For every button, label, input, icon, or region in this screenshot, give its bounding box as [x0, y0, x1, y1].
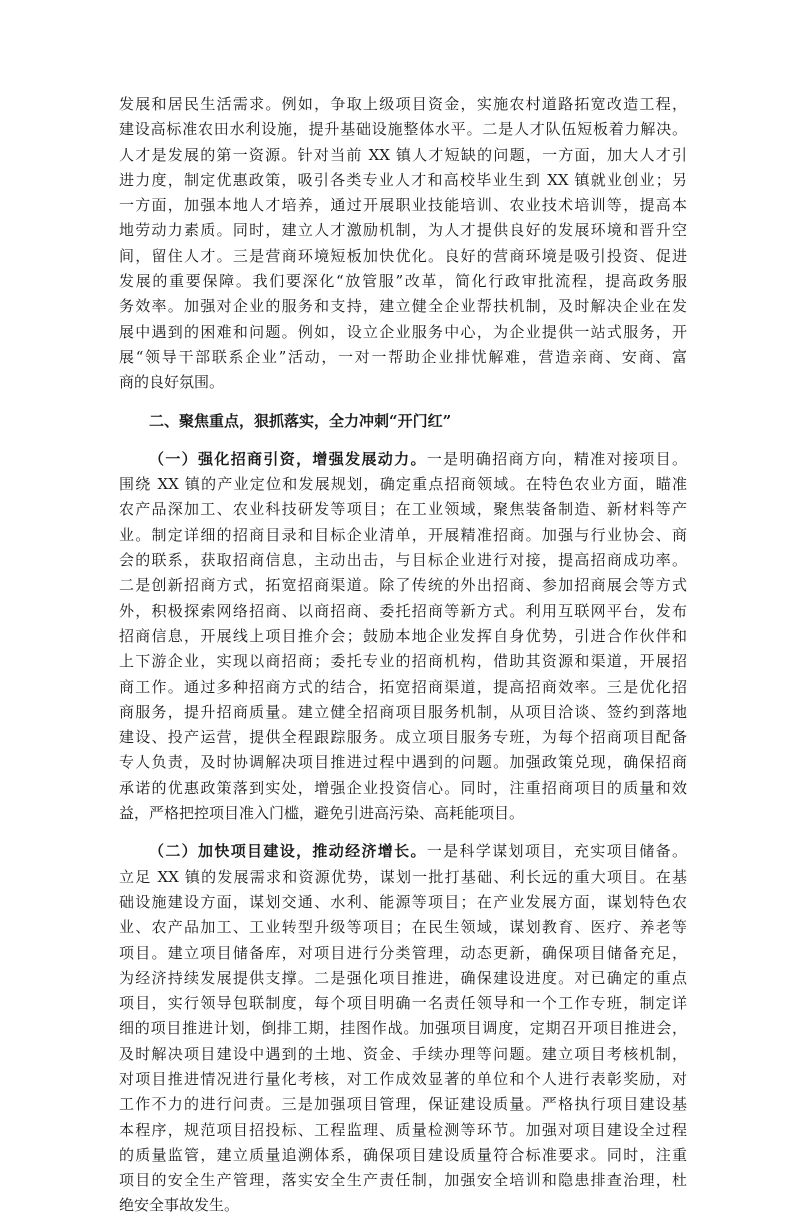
text-line: 商的良好氛围。	[119, 373, 225, 392]
text-line: 商服务，提升招商质量。建立健全招商项目服务机制，从项目洽谈、签约到落地	[119, 702, 687, 721]
text-line: 招商信息，开展线上项目推介会；鼓励本地企业发挥自身优势，引进合作伙伴和	[119, 626, 687, 645]
text-line: 建设、投产运营，提供全程跟踪服务。成立项目服务专班，为每个招商项目配备	[119, 728, 687, 747]
text-line: 务效率。加强对企业的服务和支持，建立健全企业帮扶机制，及时解决企业在发	[119, 297, 687, 316]
text-line: 一方面，加强本地人才培养，通过开展职业技能培训、农业技术培训等，提高本	[119, 196, 687, 215]
text-line: 立足 XX 镇的发展需求和资源优势，谋划一批打基础、利长远的重大项目。在基	[119, 867, 687, 886]
text-line: 进力度，制定优惠政策，吸引各类专业人才和高校毕业生到 XX 镇就业创业；另	[119, 170, 687, 189]
text-line: 及时解决项目建设中遇到的土地、资金、手续办理等问题。建立项目考核机制，	[119, 1044, 687, 1063]
text-line: 间，留住人才。三是营商环境短板加快优化。良好的营商环境是吸引投资、促进	[119, 246, 687, 265]
text-line: 发展的重要保障。我们要深化“放管服”改革，简化行政审批流程，提高政务服	[119, 272, 687, 291]
text-line: 的质量监管，建立质量追溯体系，确保项目建设质量符合标准要求。同时，注重	[119, 1145, 687, 1164]
text-line: 展中遇到的困难和问题。例如，设立企业服务中心，为企业提供一站式服务，开	[119, 322, 687, 341]
text-line: 益，严格把控项目准入门槛，避免引进高污染、高耗能项目。	[119, 804, 525, 823]
text-line: 地劳动力素质。同时，建立人才激励机制，为人才提供良好的发展环境和晋升空	[119, 221, 687, 240]
text-line: 业。制定详细的招商目录和目标企业清单，开展精准招商。加强与行业协会、商	[119, 525, 687, 544]
text-line: 商工作。通过多种招商方式的结合，拓宽招商渠道，提高招商效率。三是优化招	[119, 677, 687, 696]
text-line: 工作不力的进行问责。三是加强项目管理，保证建设质量。严格执行项目建设基	[119, 1095, 687, 1114]
text-line: 承诺的优惠政策落到实处，增强企业投资信心。同时，注重招商项目的质量和效	[119, 778, 687, 797]
document-page	[119, 92, 687, 1219]
text-line: 会的联系，获取招商信息，主动出击，与目标企业进行对接，提高招商成功率。	[119, 551, 687, 570]
text-line: 专人负责，及时协调解决项目推进过程中遇到的问题。加强政策兑现，确保招商	[119, 753, 687, 772]
paragraph-2	[119, 447, 687, 826]
text-span: 一是明确招商方向，精准对接项目。	[426, 449, 687, 468]
text-line: 本程序，规范项目招投标、工程监理、质量检测等环节。加强对项目建设全过程	[119, 1120, 687, 1139]
section-heading: 二、聚焦重点，狠抓落实，全力冲刺“开门红”	[149, 411, 452, 430]
text-line: 人才是发展的第一资源。针对当前 XX 镇人才短缺的问题，一方面，加大人才引	[119, 145, 687, 164]
paragraph-first-line	[119, 447, 687, 472]
text-line: 为经济持续发展提供支撑。二是强化项目推进，确保建设进度。对已确定的重点	[119, 968, 687, 987]
text-line: 外，积极探索网络招商、以商招商、委托招商等新方式。利用互联网平台，发布	[119, 601, 687, 620]
paragraph-first-line	[119, 839, 687, 864]
text-line: 上下游企业，实现以商招商；委托专业的招商机构，借助其资源和渠道，开展招	[119, 652, 687, 671]
text-line: 对项目推进情况进行量化考核，对工作成效显著的单位和个人进行表彰奖励，对	[119, 1069, 687, 1088]
text-line: 业、农产品加工、工业转型升级等项目；在民生领域，谋划教育、医疗、养老等	[119, 918, 687, 937]
text-line: 农产品深加工、农业科技研发等项目；在工业领域，聚焦装备制造、新材料等产	[119, 500, 687, 519]
text-line: 项目的安全生产管理，落实安全生产责任制，加强安全培训和隐患排查治理，杜	[119, 1171, 687, 1190]
text-line: 二是创新招商方式，拓宽招商渠道。除了传统的外出招商、参加招商展会等方式	[119, 576, 687, 595]
text-line: 围绕 XX 镇的产业定位和发展规划，确定重点招商领域。在特色农业方面，瞄准	[119, 475, 687, 494]
subsection-heading: （二）加快项目建设，推动经济增长。	[149, 842, 427, 861]
text-line: 项目。建立项目储备库，对项目进行分类管理，动态更新，确保项目储备充足，	[119, 943, 687, 962]
text-line: 建设高标准农田水利设施，提升基础设施整体水平。二是人才队伍短板着力解决。	[119, 120, 687, 139]
text-line: 发展和居民生活需求。例如，争取上级项目资金，实施农村道路拓宽改造工程，	[119, 95, 687, 113]
text-line: 绝安全事故发生。	[119, 1196, 240, 1215]
text-line: 础设施建设方面，谋划交通、水利、能源等项目；在产业发展方面，谋划特色农	[119, 892, 687, 911]
text-span: 一是科学谋划项目，充实项目储备。	[426, 842, 687, 861]
paragraph-1	[119, 92, 687, 396]
text-line: 项目，实行领导包联制度，每个项目明确一名责任领导和一个工作专班，制定详	[119, 994, 687, 1013]
text-line: 展“领导干部联系企业”活动，一对一帮助企业排忧解难，营造亲商、安商、富	[119, 347, 687, 366]
subsection-heading: （一）强化招商引资，增强发展动力。	[149, 449, 427, 468]
text-line: 细的项目推进计划，倒排工期，挂图作战。加强项目调度，定期召开项目推进会，	[119, 1019, 687, 1038]
paragraph-3	[119, 839, 687, 1218]
